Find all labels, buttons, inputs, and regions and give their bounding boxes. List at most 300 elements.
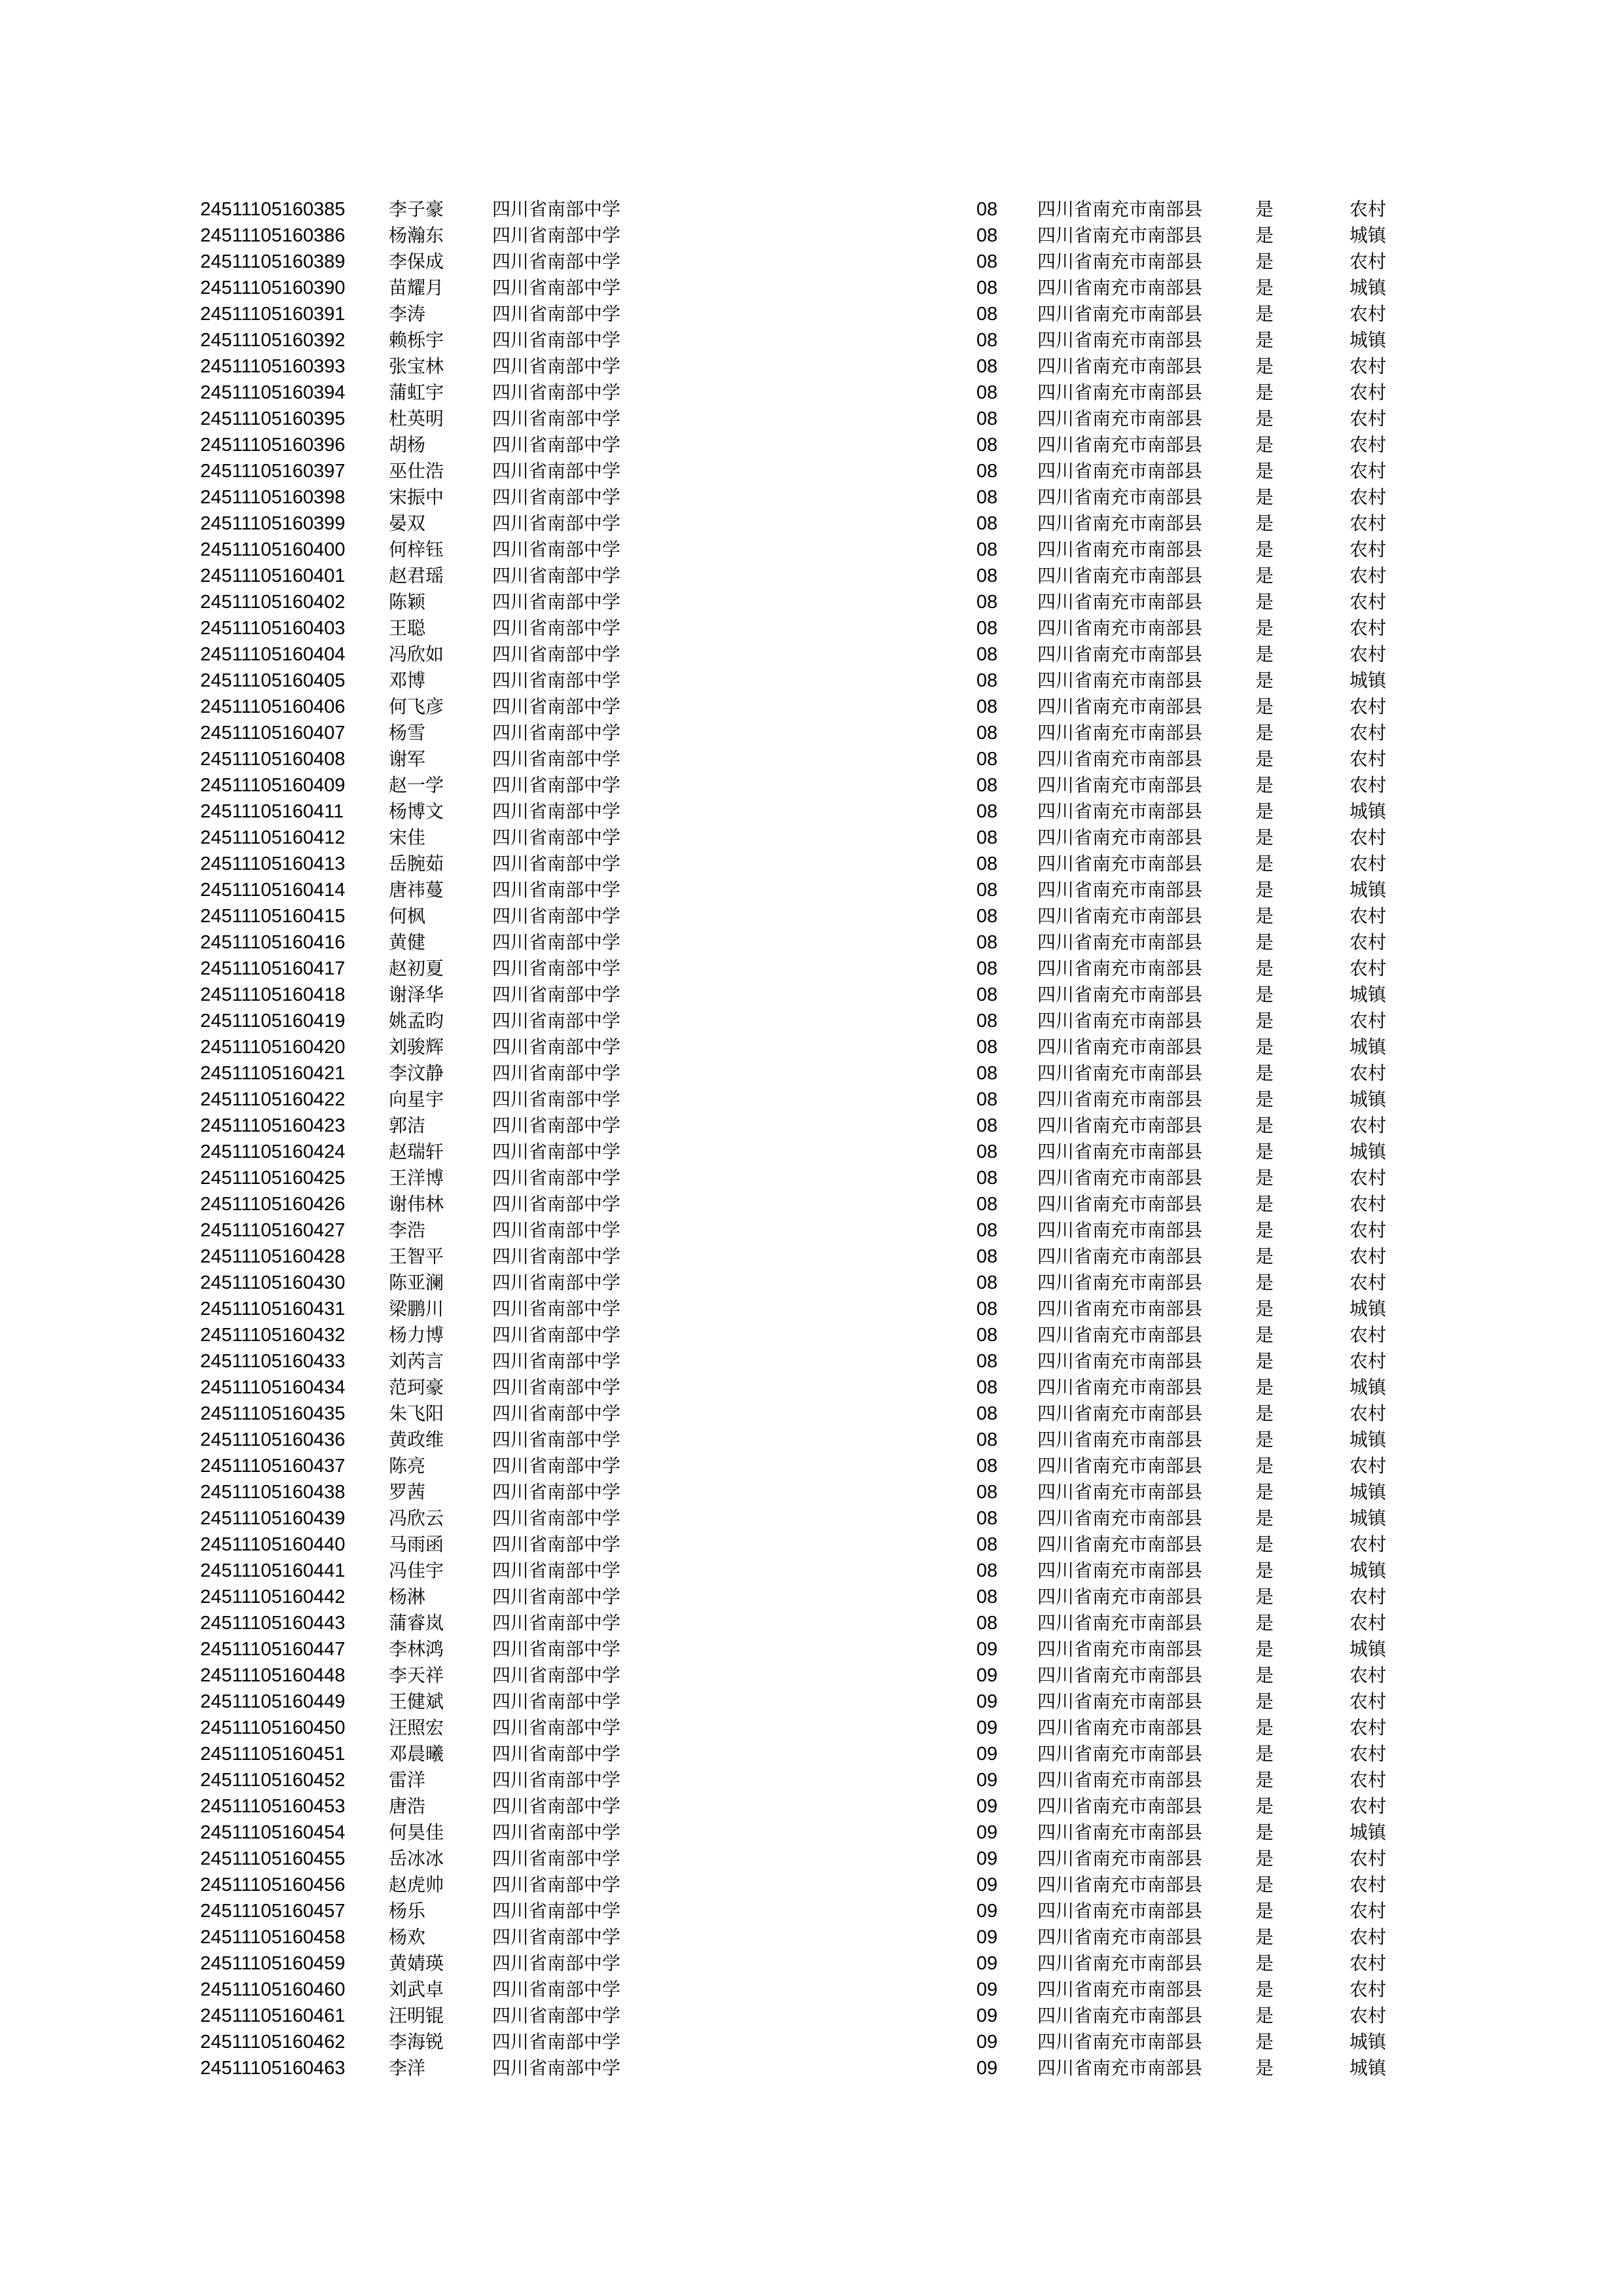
- school-cell: 四川省南部中学: [492, 1010, 621, 1031]
- table-row: [0, 694, 1623, 720]
- residence-type-cell: 城镇: [1349, 2031, 1387, 2053]
- eligibility-cell: 是: [1255, 486, 1274, 508]
- student-name-cell: 黄健: [389, 931, 426, 953]
- candidate-number-cell: 24511105160434: [200, 1377, 346, 1398]
- residence-type-cell: 城镇: [1349, 1036, 1387, 1058]
- student-name-cell: 唐浩: [389, 1795, 426, 1817]
- class-code-cell: 08: [976, 1325, 998, 1346]
- school-cell: 四川省南部中学: [492, 2031, 621, 2053]
- candidate-number-cell: 24511105160421: [200, 1063, 346, 1084]
- class-code-cell: 08: [976, 880, 998, 901]
- class-code-cell: 09: [976, 2058, 998, 2079]
- household-address-cell: 四川省南充市南部县: [1037, 198, 1203, 220]
- student-name-cell: 赵君瑶: [389, 565, 444, 586]
- residence-type-cell: 城镇: [1349, 1376, 1387, 1398]
- class-code-cell: 08: [976, 801, 998, 822]
- candidate-number-cell: 24511105160411: [200, 801, 344, 822]
- class-code-cell: 08: [976, 1429, 998, 1450]
- school-cell: 四川省南部中学: [492, 224, 621, 246]
- candidate-number-cell: 24511105160390: [200, 278, 346, 298]
- class-code-cell: 08: [976, 278, 998, 298]
- residence-type-cell: 农村: [1349, 1010, 1387, 1031]
- household-address-cell: 四川省南充市南部县: [1037, 853, 1203, 874]
- class-code-cell: 08: [976, 435, 998, 456]
- student-name-cell: 雷洋: [389, 1769, 426, 1791]
- table-row: [0, 484, 1623, 511]
- candidate-number-cell: 24511105160397: [200, 461, 346, 482]
- eligibility-cell: 是: [1255, 984, 1274, 1005]
- household-address-cell: 四川省南充市南部县: [1037, 1821, 1203, 1843]
- student-name-cell: 李林鸿: [389, 1638, 444, 1660]
- class-code-cell: 08: [976, 618, 998, 639]
- eligibility-cell: 是: [1255, 1088, 1274, 1110]
- school-cell: 四川省南部中学: [492, 1612, 621, 1634]
- residence-type-cell: 农村: [1349, 1455, 1387, 1477]
- household-address-cell: 四川省南充市南部县: [1037, 643, 1203, 665]
- household-address-cell: 四川省南充市南部县: [1037, 1612, 1203, 1634]
- household-address-cell: 四川省南充市南部县: [1037, 1403, 1203, 1424]
- table-row: [0, 746, 1623, 772]
- eligibility-cell: 是: [1255, 434, 1274, 456]
- household-address-cell: 四川省南充市南部县: [1037, 905, 1203, 927]
- household-address-cell: 四川省南充市南部县: [1037, 1560, 1203, 1581]
- candidate-number-cell: 24511105160447: [200, 1639, 346, 1660]
- candidate-number-cell: 24511105160398: [200, 487, 346, 508]
- school-cell: 四川省南部中学: [492, 2005, 621, 2026]
- residence-type-cell: 农村: [1349, 905, 1387, 927]
- table-row: [0, 1950, 1623, 1977]
- student-name-cell: 杨力博: [389, 1324, 444, 1346]
- candidate-number-cell: 24511105160433: [200, 1351, 346, 1372]
- candidate-number-cell: 24511105160443: [200, 1613, 346, 1634]
- class-code-cell: 09: [976, 1874, 998, 1895]
- class-code-cell: 08: [976, 539, 998, 560]
- class-code-cell: 08: [976, 1403, 998, 1424]
- school-cell: 四川省南部中学: [492, 1507, 621, 1529]
- school-cell: 四川省南部中学: [492, 1219, 621, 1241]
- student-name-cell: 谢军: [389, 748, 426, 770]
- household-address-cell: 四川省南充市南部县: [1037, 1848, 1203, 1869]
- class-code-cell: 08: [976, 513, 998, 534]
- eligibility-cell: 是: [1255, 1952, 1274, 1974]
- student-name-cell: 汪明锟: [389, 2005, 444, 2026]
- table-row: [0, 877, 1623, 903]
- residence-type-cell: 农村: [1349, 1664, 1387, 1686]
- household-address-cell: 四川省南充市南部县: [1037, 722, 1203, 744]
- table-row: [0, 1060, 1623, 1086]
- student-name-cell: 杨雪: [389, 722, 426, 744]
- household-address-cell: 四川省南充市南部县: [1037, 2005, 1203, 2026]
- household-address-cell: 四川省南充市南部县: [1037, 486, 1203, 508]
- class-code-cell: 08: [976, 775, 998, 796]
- student-name-cell: 向星宇: [389, 1088, 444, 1110]
- student-name-cell: 张宝林: [389, 355, 444, 377]
- eligibility-cell: 是: [1255, 2005, 1274, 2026]
- eligibility-cell: 是: [1255, 853, 1274, 874]
- student-name-cell: 晏双: [389, 512, 426, 534]
- table-row: [0, 1296, 1623, 1322]
- school-cell: 四川省南部中学: [492, 303, 621, 325]
- residence-type-cell: 城镇: [1349, 1481, 1387, 1503]
- household-address-cell: 四川省南充市南部县: [1037, 670, 1203, 691]
- student-name-cell: 马雨函: [389, 1534, 444, 1555]
- table-row: [0, 1741, 1623, 1767]
- candidate-number-cell: 24511105160408: [200, 749, 346, 770]
- table-row: [0, 1348, 1623, 1374]
- class-code-cell: 09: [976, 2032, 998, 2053]
- eligibility-cell: 是: [1255, 1036, 1274, 1058]
- table-row: [0, 1793, 1623, 1820]
- student-name-cell: 谢泽华: [389, 984, 444, 1005]
- table-row: [0, 249, 1623, 275]
- residence-type-cell: 城镇: [1349, 1560, 1387, 1581]
- student-name-cell: 杨淋: [389, 1586, 426, 1607]
- class-code-cell: 08: [976, 1246, 998, 1267]
- residence-type-cell: 城镇: [1349, 1088, 1387, 1110]
- class-code-cell: 09: [976, 1744, 998, 1765]
- residence-type-cell: 城镇: [1349, 800, 1387, 822]
- class-code-cell: 09: [976, 1639, 998, 1660]
- household-address-cell: 四川省南充市南部县: [1037, 539, 1203, 560]
- school-cell: 四川省南部中学: [492, 1743, 621, 1765]
- candidate-number-cell: 24511105160454: [200, 1822, 346, 1843]
- table-row: [0, 380, 1623, 406]
- candidate-number-cell: 24511105160423: [200, 1115, 346, 1136]
- household-address-cell: 四川省南充市南部县: [1037, 1167, 1203, 1189]
- residence-type-cell: 农村: [1349, 1900, 1387, 1922]
- class-code-cell: 09: [976, 1770, 998, 1791]
- residence-type-cell: 城镇: [1349, 984, 1387, 1005]
- student-name-cell: 胡杨: [389, 434, 426, 456]
- student-name-cell: 范珂豪: [389, 1376, 444, 1398]
- eligibility-cell: 是: [1255, 827, 1274, 848]
- class-code-cell: 08: [976, 1168, 998, 1189]
- household-address-cell: 四川省南充市南部县: [1037, 1036, 1203, 1058]
- class-code-cell: 08: [976, 1037, 998, 1058]
- class-code-cell: 08: [976, 592, 998, 613]
- school-cell: 四川省南部中学: [492, 1979, 621, 2000]
- school-cell: 四川省南部中学: [492, 1717, 621, 1738]
- table-row: [0, 1662, 1623, 1689]
- eligibility-cell: 是: [1255, 1246, 1274, 1267]
- class-code-cell: 08: [976, 853, 998, 874]
- residence-type-cell: 农村: [1349, 591, 1387, 613]
- candidate-number-cell: 24511105160416: [200, 932, 346, 953]
- candidate-number-cell: 24511105160453: [200, 1796, 346, 1817]
- school-cell: 四川省南部中学: [492, 1429, 621, 1450]
- school-cell: 四川省南部中学: [492, 958, 621, 979]
- table-row: [0, 589, 1623, 615]
- candidate-number-cell: 24511105160428: [200, 1246, 346, 1267]
- candidate-number-cell: 24511105160455: [200, 1848, 346, 1869]
- school-cell: 四川省南部中学: [492, 905, 621, 927]
- residence-type-cell: 农村: [1349, 512, 1387, 534]
- residence-type-cell: 农村: [1349, 1874, 1387, 1895]
- candidate-number-cell: 24511105160412: [200, 827, 346, 848]
- candidate-number-cell: 24511105160418: [200, 984, 346, 1005]
- household-address-cell: 四川省南充市南部县: [1037, 617, 1203, 639]
- eligibility-cell: 是: [1255, 224, 1274, 246]
- candidate-number-cell: 24511105160422: [200, 1089, 346, 1110]
- eligibility-cell: 是: [1255, 1848, 1274, 1869]
- class-code-cell: 08: [976, 251, 998, 272]
- residence-type-cell: 农村: [1349, 1586, 1387, 1607]
- class-code-cell: 09: [976, 1927, 998, 1948]
- school-cell: 四川省南部中学: [492, 408, 621, 429]
- household-address-cell: 四川省南充市南部县: [1037, 1926, 1203, 1948]
- class-code-cell: 08: [976, 330, 998, 351]
- residence-type-cell: 农村: [1349, 1062, 1387, 1084]
- candidate-number-cell: 24511105160395: [200, 408, 346, 429]
- table-row: [0, 641, 1623, 668]
- table-row: [0, 1479, 1623, 1505]
- eligibility-cell: 是: [1255, 1638, 1274, 1660]
- student-name-cell: 李汶静: [389, 1062, 444, 1084]
- school-cell: 四川省南部中学: [492, 512, 621, 534]
- table-row: [0, 668, 1623, 694]
- candidate-number-cell: 24511105160406: [200, 696, 346, 717]
- household-address-cell: 四川省南充市南部县: [1037, 879, 1203, 901]
- eligibility-cell: 是: [1255, 303, 1274, 325]
- table-row: [0, 1767, 1623, 1793]
- eligibility-cell: 是: [1255, 1167, 1274, 1189]
- residence-type-cell: 城镇: [1349, 1507, 1387, 1529]
- table-row: [0, 275, 1623, 301]
- school-cell: 四川省南部中学: [492, 1324, 621, 1346]
- eligibility-cell: 是: [1255, 879, 1274, 901]
- residence-type-cell: 农村: [1349, 1219, 1387, 1241]
- class-code-cell: 08: [976, 958, 998, 979]
- class-code-cell: 08: [976, 1194, 998, 1215]
- school-cell: 四川省南部中学: [492, 565, 621, 586]
- household-address-cell: 四川省南充市南部县: [1037, 696, 1203, 717]
- household-address-cell: 四川省南充市南部县: [1037, 1874, 1203, 1895]
- eligibility-cell: 是: [1255, 1717, 1274, 1738]
- residence-type-cell: 城镇: [1349, 1429, 1387, 1450]
- residence-type-cell: 农村: [1349, 1612, 1387, 1634]
- eligibility-cell: 是: [1255, 1743, 1274, 1765]
- residence-type-cell: 农村: [1349, 958, 1387, 979]
- residence-type-cell: 农村: [1349, 303, 1387, 325]
- household-address-cell: 四川省南充市南部县: [1037, 1324, 1203, 1346]
- household-address-cell: 四川省南充市南部县: [1037, 1900, 1203, 1922]
- school-cell: 四川省南部中学: [492, 1062, 621, 1084]
- table-row: [0, 1924, 1623, 1950]
- student-name-cell: 刘芮言: [389, 1350, 444, 1372]
- table-row: [0, 1086, 1623, 1113]
- class-code-cell: 08: [976, 1534, 998, 1555]
- school-cell: 四川省南部中学: [492, 434, 621, 456]
- eligibility-cell: 是: [1255, 1429, 1274, 1450]
- residence-type-cell: 农村: [1349, 617, 1387, 639]
- household-address-cell: 四川省南充市南部县: [1037, 1743, 1203, 1765]
- class-code-cell: 08: [976, 356, 998, 377]
- eligibility-cell: 是: [1255, 1193, 1274, 1215]
- eligibility-cell: 是: [1255, 1900, 1274, 1922]
- table-row: [0, 1820, 1623, 1846]
- class-code-cell: 08: [976, 1272, 998, 1293]
- table-row: [0, 1034, 1623, 1060]
- eligibility-cell: 是: [1255, 355, 1274, 377]
- class-code-cell: 08: [976, 696, 998, 717]
- table-row: [0, 825, 1623, 851]
- table-row: [0, 1217, 1623, 1244]
- eligibility-cell: 是: [1255, 643, 1274, 665]
- class-code-cell: 08: [976, 1011, 998, 1031]
- school-cell: 四川省南部中学: [492, 2057, 621, 2079]
- residence-type-cell: 城镇: [1349, 329, 1387, 351]
- candidate-number-cell: 24511105160401: [200, 565, 346, 586]
- candidate-number-cell: 24511105160430: [200, 1272, 346, 1293]
- candidate-number-cell: 24511105160426: [200, 1194, 346, 1215]
- eligibility-cell: 是: [1255, 408, 1274, 429]
- residence-type-cell: 农村: [1349, 1769, 1387, 1791]
- class-code-cell: 08: [976, 461, 998, 482]
- candidate-number-cell: 24511105160440: [200, 1534, 346, 1555]
- candidate-number-cell: 24511105160462: [200, 2032, 346, 2053]
- household-address-cell: 四川省南充市南部县: [1037, 984, 1203, 1005]
- student-name-cell: 李浩: [389, 1219, 426, 1241]
- table-row: [0, 1872, 1623, 1898]
- eligibility-cell: 是: [1255, 277, 1274, 298]
- table-row: [0, 956, 1623, 982]
- student-name-cell: 李保成: [389, 251, 444, 272]
- school-cell: 四川省南部中学: [492, 722, 621, 744]
- household-address-cell: 四川省南充市南部县: [1037, 591, 1203, 613]
- household-address-cell: 四川省南充市南部县: [1037, 1141, 1203, 1162]
- student-name-cell: 冯佳宇: [389, 1560, 444, 1581]
- residence-type-cell: 农村: [1349, 355, 1387, 377]
- eligibility-cell: 是: [1255, 1403, 1274, 1424]
- school-cell: 四川省南部中学: [492, 1900, 621, 1922]
- student-name-cell: 李海锐: [389, 2031, 444, 2053]
- candidate-number-cell: 24511105160458: [200, 1927, 346, 1948]
- class-code-cell: 08: [976, 1613, 998, 1634]
- candidate-number-cell: 24511105160417: [200, 958, 346, 979]
- candidate-number-cell: 24511105160463: [200, 2058, 346, 2079]
- school-cell: 四川省南部中学: [492, 198, 621, 220]
- class-code-cell: 08: [976, 199, 998, 220]
- class-code-cell: 09: [976, 1796, 998, 1817]
- class-code-cell: 08: [976, 1377, 998, 1398]
- student-name-cell: 何昊佳: [389, 1821, 444, 1843]
- student-name-cell: 邓晨曦: [389, 1743, 444, 1765]
- student-name-cell: 杨乐: [389, 1900, 426, 1922]
- household-address-cell: 四川省南充市南部县: [1037, 408, 1203, 429]
- table-row: [0, 327, 1623, 353]
- school-cell: 四川省南部中学: [492, 1115, 621, 1136]
- candidate-number-cell: 24511105160425: [200, 1168, 346, 1189]
- candidate-number-cell: 24511105160449: [200, 1691, 346, 1712]
- household-address-cell: 四川省南充市南部县: [1037, 1638, 1203, 1660]
- household-address-cell: 四川省南充市南部县: [1037, 1507, 1203, 1529]
- household-address-cell: 四川省南充市南部县: [1037, 1795, 1203, 1817]
- eligibility-cell: 是: [1255, 748, 1274, 770]
- table-row: [0, 1244, 1623, 1270]
- residence-type-cell: 城镇: [1349, 879, 1387, 901]
- eligibility-cell: 是: [1255, 722, 1274, 744]
- student-name-cell: 赖栎宇: [389, 329, 444, 351]
- table-row: [0, 1113, 1623, 1139]
- class-code-cell: 09: [976, 1717, 998, 1738]
- class-code-cell: 08: [976, 749, 998, 770]
- residence-type-cell: 城镇: [1349, 277, 1387, 298]
- eligibility-cell: 是: [1255, 1115, 1274, 1136]
- household-address-cell: 四川省南充市南部县: [1037, 1115, 1203, 1136]
- class-code-cell: 08: [976, 1220, 998, 1241]
- household-address-cell: 四川省南充市南部县: [1037, 1088, 1203, 1110]
- table-row: [0, 537, 1623, 563]
- table-row: [0, 432, 1623, 458]
- residence-type-cell: 农村: [1349, 1979, 1387, 2000]
- household-address-cell: 四川省南充市南部县: [1037, 931, 1203, 953]
- residence-type-cell: 城镇: [1349, 224, 1387, 246]
- table-row: [0, 1374, 1623, 1401]
- household-address-cell: 四川省南充市南部县: [1037, 329, 1203, 351]
- class-code-cell: 08: [976, 670, 998, 691]
- class-code-cell: 08: [976, 1063, 998, 1084]
- candidate-number-cell: 24511105160456: [200, 1874, 346, 1895]
- eligibility-cell: 是: [1255, 1664, 1274, 1686]
- table-row: [0, 772, 1623, 798]
- student-name-cell: 李天祥: [389, 1664, 444, 1686]
- student-name-cell: 何飞彦: [389, 696, 444, 717]
- table-row: [0, 1505, 1623, 1532]
- school-cell: 四川省南部中学: [492, 748, 621, 770]
- class-code-cell: 08: [976, 1115, 998, 1136]
- table-row: [0, 982, 1623, 1008]
- household-address-cell: 四川省南充市南部县: [1037, 1717, 1203, 1738]
- class-code-cell: 08: [976, 408, 998, 429]
- household-address-cell: 四川省南充市南部县: [1037, 2057, 1203, 2079]
- eligibility-cell: 是: [1255, 591, 1274, 613]
- eligibility-cell: 是: [1255, 1795, 1274, 1817]
- candidate-number-cell: 24511105160392: [200, 330, 346, 351]
- student-name-cell: 杨博文: [389, 800, 444, 822]
- school-cell: 四川省南部中学: [492, 1691, 621, 1712]
- household-address-cell: 四川省南充市南部县: [1037, 2031, 1203, 2053]
- eligibility-cell: 是: [1255, 251, 1274, 272]
- student-name-cell: 黄政维: [389, 1429, 444, 1450]
- student-name-cell: 何梓钰: [389, 539, 444, 560]
- school-cell: 四川省南部中学: [492, 539, 621, 560]
- student-name-cell: 蒲虹宇: [389, 382, 444, 403]
- class-code-cell: 08: [976, 1351, 998, 1372]
- eligibility-cell: 是: [1255, 1272, 1274, 1293]
- candidate-number-cell: 24511105160436: [200, 1429, 346, 1450]
- school-cell: 四川省南部中学: [492, 277, 621, 298]
- household-address-cell: 四川省南充市南部县: [1037, 1455, 1203, 1477]
- table-row: [0, 720, 1623, 746]
- residence-type-cell: 农村: [1349, 1403, 1387, 1424]
- table-row: [0, 798, 1623, 825]
- class-code-cell: 08: [976, 984, 998, 1005]
- school-cell: 四川省南部中学: [492, 1167, 621, 1189]
- eligibility-cell: 是: [1255, 1010, 1274, 1031]
- eligibility-cell: 是: [1255, 1507, 1274, 1529]
- household-address-cell: 四川省南充市南部县: [1037, 958, 1203, 979]
- eligibility-cell: 是: [1255, 774, 1274, 796]
- student-name-cell: 王聪: [389, 617, 426, 639]
- table-row: [0, 1427, 1623, 1453]
- student-name-cell: 赵初夏: [389, 958, 444, 979]
- student-name-cell: 郭洁: [389, 1115, 426, 1136]
- school-cell: 四川省南部中学: [492, 460, 621, 482]
- eligibility-cell: 是: [1255, 539, 1274, 560]
- class-code-cell: 08: [976, 225, 998, 246]
- class-code-cell: 08: [976, 932, 998, 953]
- school-cell: 四川省南部中学: [492, 617, 621, 639]
